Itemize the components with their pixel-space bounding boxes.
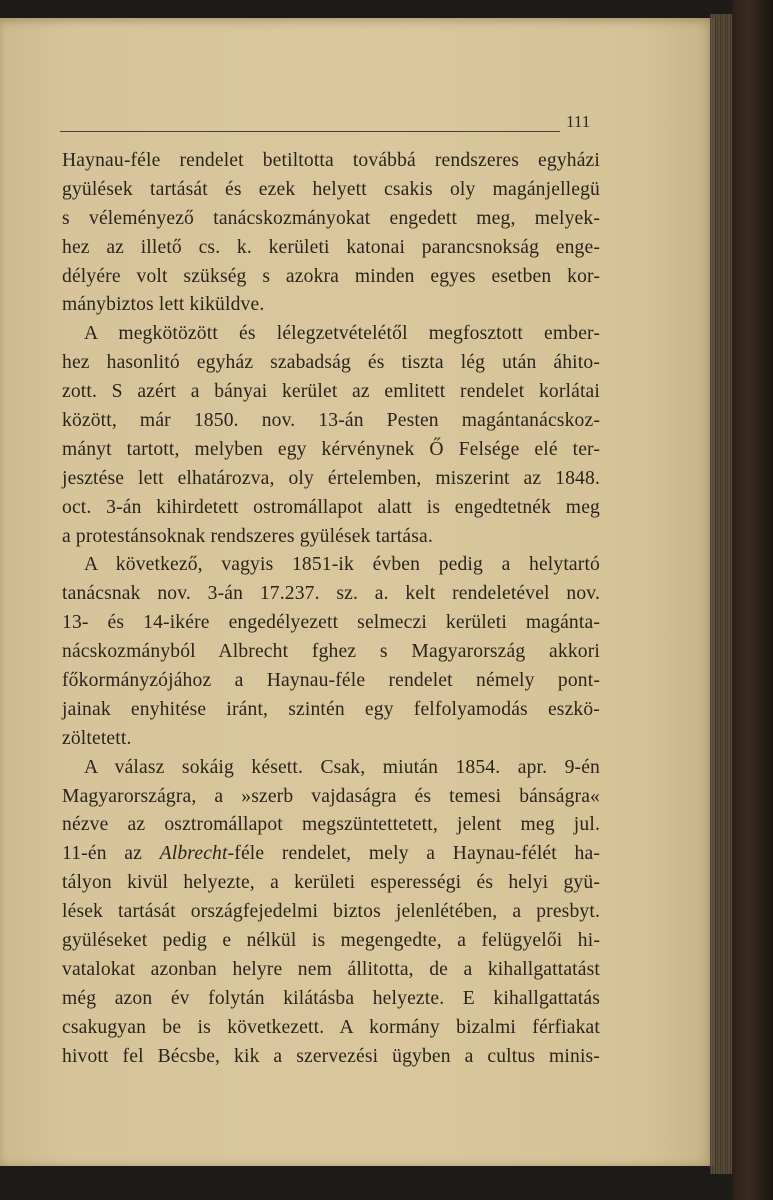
text-line: még azon év folytán kilátásba helyezte. E kihallgattatás <box>62 987 600 1009</box>
text-line: jainak enyhitése iránt, szintén egy felfolyamodás eszkö- <box>62 698 600 720</box>
text-line: oct. 3-án kihirdetett ostromállapot alatt is engedtetnék meg <box>62 496 600 518</box>
text-line: hez hasonlitó egyház szabadság és tiszta lég után áhito- <box>62 352 600 374</box>
text-line: zott. S azért a bányai kerület az emlitett rendelet korlátai <box>62 381 600 403</box>
text-line: nézve az osztromállapot megszüntettetett, jelent meg jul. <box>62 814 600 836</box>
text-line: s véleményező tanácskozmányokat engedett meg, melyek- <box>62 207 600 229</box>
text-line: jesztése lett elhatározva, oly értelemben, miszerint az 1848. <box>62 467 600 489</box>
text-line: zöltetett. <box>62 727 132 749</box>
text-line: A következő, vagyis 1851-ik évben pedig a helytartó <box>84 554 600 576</box>
text-fragment: 11-én az <box>62 843 160 865</box>
text-line: Magyarországra, a »szerb vajdaságra és temesi bánságra« <box>62 785 600 807</box>
text-line: főkormányzójához a Haynau-féle rendelet némely pont- <box>62 670 600 692</box>
text-line: között, már 1850. nov. 13-án Pesten magántanácskoz- <box>62 410 600 432</box>
text-fragment: -féle rendelet, mely a Haynau-félét ha- <box>227 843 600 865</box>
text-line: lések tartását országfejedelmi biztos jelenlétében, a presbyt. <box>62 901 600 923</box>
text-line: gyülések tartását és ezek helyett csakis oly magánjellegü <box>62 178 600 200</box>
book-cover-edge <box>732 0 773 1200</box>
text-line: csakugyan be is következett. A kormány bizalmi férfiakat <box>62 1016 600 1038</box>
text-line: A megkötözött és lélegzetvételétől megfosztott ember- <box>84 323 600 345</box>
text-line: a protestánsoknak rendszeres gyülések tartása. <box>62 525 433 547</box>
header-rule <box>60 131 560 132</box>
text-line: hivott fel Bécsbe, kik a szervezési ügyben a cultus minis- <box>62 1045 600 1067</box>
text-line: vatalokat azonban helyre nem állitotta, de a kihallgattatást <box>62 958 600 980</box>
text-line-with-emphasis <box>62 840 600 869</box>
text-line: tanácsnak nov. 3-án 17.237. sz. a. kelt rendeletével nov. <box>62 583 600 605</box>
text-line: nácskozmányból Albrecht fghez s Magyarország akkori <box>62 641 600 663</box>
text-line: 13- és 14-ikére engedélyezett selmeczi kerületi magánta- <box>62 612 600 634</box>
page-edges <box>710 14 732 1174</box>
text-line: gyüléseket pedig e nélkül is megengedte, a felügyelői hi- <box>62 930 600 952</box>
text-line: A válasz sokáig késett. Csak, miután 1854. apr. 9-én <box>84 756 600 778</box>
body-text <box>62 147 600 1072</box>
text-line: tályon kivül helyezte, a kerületi esperességi és helyi gyü- <box>62 872 600 894</box>
text-line: hez az illető cs. k. kerületi katonai parancsnokság enge- <box>62 236 600 258</box>
text-line: délyére volt szükség s azokra minden egyes esetben kor- <box>62 265 600 287</box>
emphasized-name: Albrecht <box>159 843 228 865</box>
text-line: mányt tartott, melyben egy kérvénynek Ő Felsége elé ter- <box>62 438 600 460</box>
text-line: Haynau-féle rendelet betiltotta továbbá rendszeres egyházi <box>62 150 600 171</box>
page-number: 111 <box>566 112 591 131</box>
text-line: mánybiztos lett kiküldve. <box>62 294 265 316</box>
